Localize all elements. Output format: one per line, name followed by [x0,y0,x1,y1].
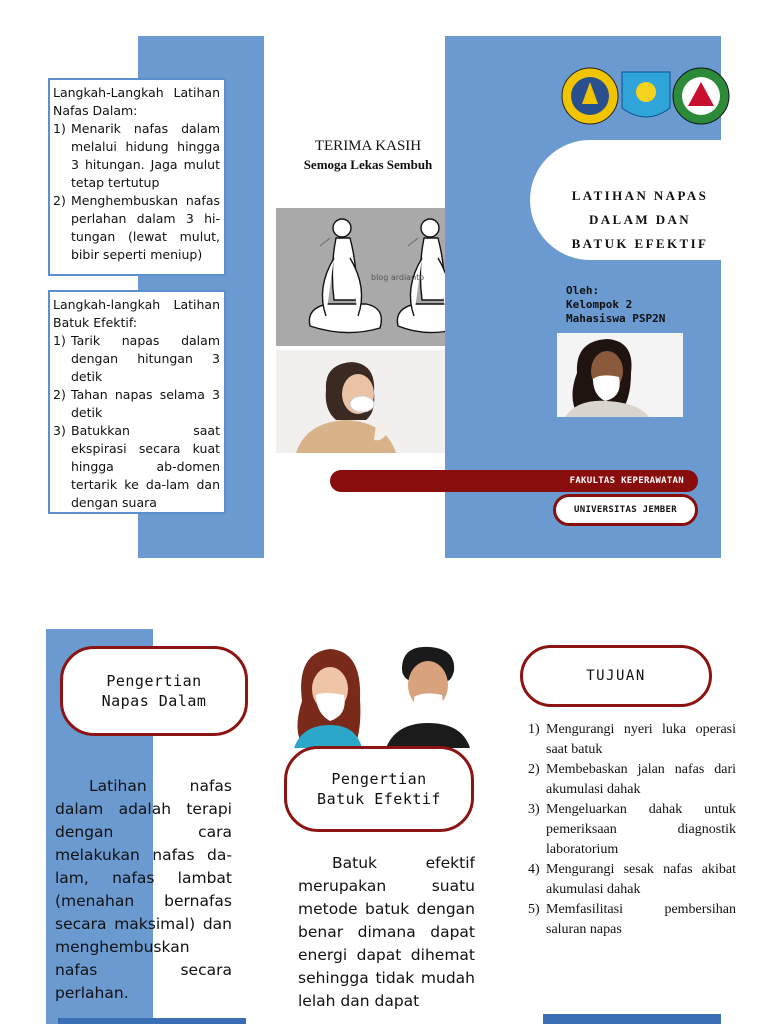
nafas-dalam-steps-box [48,78,226,276]
batuk-definition-paragraph: Batuk efektif merupakan suatu metode batuk dengan benar dimana dapat energi dapat dihemat sehingga tidak mudah lelah dan dapat [298,854,475,1010]
couple-sneezing-photo [290,645,470,748]
list-item: 2) Membebaskan jalan nafas dari akumulasi dahak [528,762,736,797]
author-block: Oleh: Kelompok 2 Mahasiswa PSP2N [566,284,666,325]
watermark-text: blog ardianto [371,273,425,282]
list-item: 3) Batukkan saat ekspirasi secara kuat hingga ab-domen tertarik ke da-lam dan dengan suara [53,423,220,510]
batuk-steps-title: Langkah-langkah Latihan Batuk Efektif: [53,297,220,330]
logo-row [560,66,730,128]
list-item: 4) Mengurangi sesak nafas akibat akumulasi dahak [528,862,736,897]
nafas-steps-list [53,120,220,264]
get-well-text: Semoga Lekas Sembuh [303,157,433,172]
bottom-left-dark-tab [58,1018,246,1024]
university-pill: UNIVERSITAS JEMBER [553,494,698,526]
sneezing-woman-photo [557,333,683,417]
bottom-right-dark-tab [543,1014,721,1024]
tujuan-list [528,720,736,940]
sneezing-woman-icon [557,333,683,417]
meditation-illustration [276,208,462,346]
couple-sneezing-icon [290,645,470,748]
pill-pengertian-napas-dalam: Pengertian Napas Dalam [60,646,248,736]
pill-tujuan: TUJUAN [520,645,712,707]
faculty-bar: FAKULTAS KEPERAWATAN [330,470,698,492]
list-item: 1) Menarik nafas dalam melalui hidung hingga 3 hitungan. Jaga mulut tetap tertutup [53,121,220,190]
woman-mask-photo [276,350,462,453]
napas-definition-paragraph: Latihan nafas dalam adalah terapi dengan cara melakukan nafas da-lam, nafas lambat (menahan bernafas secara maksimal) dan menghembuskan nafas secara perlahan. [55,777,232,1002]
nafas-steps-title: Langkah-Langkah Latihan Nafas Dalam: [53,85,220,118]
batuk-efektif-steps-box [48,290,226,514]
thanks-heading: TERIMA KASIH [314,138,422,154]
cover-title: LATIHAN NAPAS DALAM DAN BATUK EFEKTIF [571,188,709,251]
list-item: 2) Tahan napas selama 3 detik [53,387,220,420]
woman-mask-icon [276,350,462,453]
pill-pengertian-batuk-efektif: Pengertian Batuk Efektif [284,746,474,832]
list-item: 1) Tarik napas dalam dengan hitungan 3 detik [53,333,220,384]
batuk-steps-list [53,332,220,512]
meditation-figures-icon [276,208,462,346]
university-logos-icon [560,66,730,128]
list-item: 2) Menghembuskan nafas perlahan dalam 3 hi-tungan (lewat mulut, bibir seperti meniup) [53,193,220,262]
list-item: 3) Mengeluarkan dahak untuk pemeriksaan diagnostik laboratorium [528,802,736,857]
list-item: 5) Memfasilitasi pembersihan saluran napas [528,902,736,937]
list-item: 1) Mengurangi nyeri luka operasi saat batuk [528,722,736,757]
